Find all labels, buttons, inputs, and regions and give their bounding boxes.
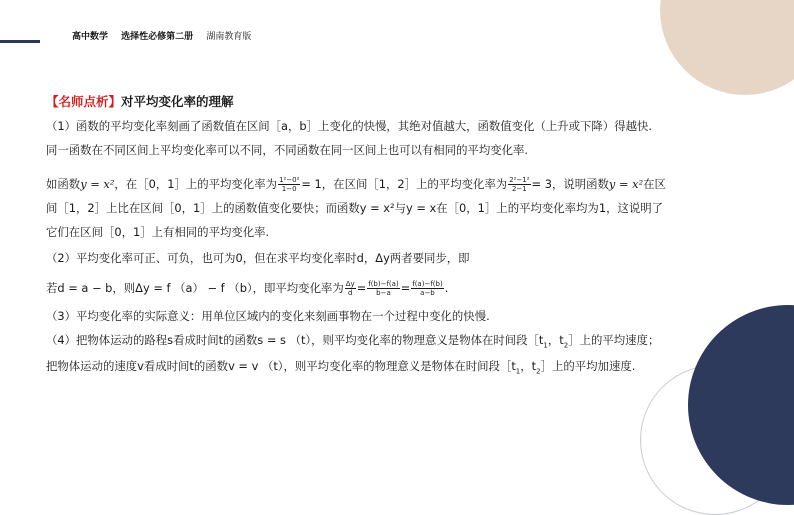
fraction-numerator: Δy: [345, 280, 355, 288]
formula: y = x²: [80, 177, 115, 191]
decor-circle-tan: [660, 0, 794, 95]
text-run: =: [400, 281, 411, 295]
subscript: 2: [563, 341, 569, 350]
fraction-1: [278, 176, 300, 193]
formula: y = x²: [608, 177, 644, 191]
fraction-denominator: a−b: [420, 289, 435, 297]
fraction-4: [367, 280, 399, 297]
paragraph-4: [46, 332, 659, 353]
paragraph-example: [46, 176, 666, 193]
fraction-denominator: 2−1: [511, 185, 527, 193]
subscript: 1: [515, 367, 521, 376]
paragraph-4b: [46, 358, 635, 379]
text-run: ］上的平均速度；: [568, 333, 660, 347]
fraction-2: [508, 176, 530, 193]
paragraph-2: （2）平均变化率可正、可负，也可为0，但在求平均变化率时d，Δy两者要同步，即: [46, 251, 470, 265]
title-tag: 【名师点析】: [46, 94, 122, 109]
text-run: = 3，说明函数: [531, 177, 609, 191]
fraction-5: [411, 280, 443, 297]
text-run: ，t: [520, 359, 537, 373]
fraction-denominator: 1−0: [281, 185, 297, 193]
paragraph-3: （3）平均变化率的实际意义：用单位区域内的变化来刻画事物在一个过程中变化的快慢.: [46, 309, 490, 323]
fraction-numerator: f(a)−f(b): [412, 280, 443, 288]
text-run: ，t: [547, 333, 564, 347]
text-run: .: [444, 281, 449, 295]
subscript: 1: [543, 341, 548, 350]
subscript: 2: [536, 367, 541, 376]
text-run: =: [356, 281, 367, 295]
text-run: 若d = a − b，则Δy = f （a） − f （b），即平均变化率为: [46, 281, 344, 295]
text-run: 如函数: [46, 177, 81, 191]
page-header: [72, 29, 261, 42]
paragraph-1b: 同一函数在不同区间上平均变化率可以不同，不同函数在同一区间上也可以有相同的平均变化率.: [46, 143, 529, 157]
header-publisher: 湖南教育版: [206, 32, 252, 42]
text-run: ，在［0，1］上的平均变化率为: [114, 177, 277, 191]
paragraph-example-3: 它们在区间［0，1］上有相同的平均变化率.: [46, 225, 270, 239]
fraction-numerator: 1²−0²: [278, 176, 300, 184]
paragraph-1: （1）函数的平均变化率刻画了函数值在区间［a，b］上变化的快慢，其绝对值越大，函数值变化（上升或下降）得越快.: [46, 119, 653, 133]
section-title: [46, 94, 234, 110]
header-subject: 高中数学: [72, 32, 109, 42]
fraction-denominator: b−a: [376, 289, 391, 297]
paragraph-2b: [46, 280, 448, 297]
title-text: 对平均变化率的理解: [121, 94, 234, 109]
header-volume: 选择性必修第二册: [121, 32, 194, 42]
fraction-3: [345, 280, 356, 297]
text-run: （4）把物体运动的路程s看成时间t的函数s = s （t），则平均变化率的物理意义是物体在时间段［t: [46, 333, 544, 347]
text-run: 把物体运动的速度v看成时间t的函数v = v （t），则平均变化率的物理意义是物体在时间段［t: [46, 359, 516, 373]
text-run: = 1，在区间［1，2］上的平均变化率为: [301, 177, 508, 191]
text-run: ］上的平均加速度.: [540, 359, 636, 373]
text-run: 在区: [643, 177, 666, 191]
header-rule: [0, 40, 40, 43]
fraction-numerator: f(b)−f(a): [368, 280, 399, 288]
fraction-denominator: d: [347, 289, 353, 297]
fraction-numerator: 2²−1²: [509, 176, 530, 184]
paragraph-example-2: 间［1，2］上比在区间［0，1］上的函数值变化要快；而函数y = x²与y = x在［0，1］上的平均变化率均为1，这说明了: [46, 201, 664, 215]
